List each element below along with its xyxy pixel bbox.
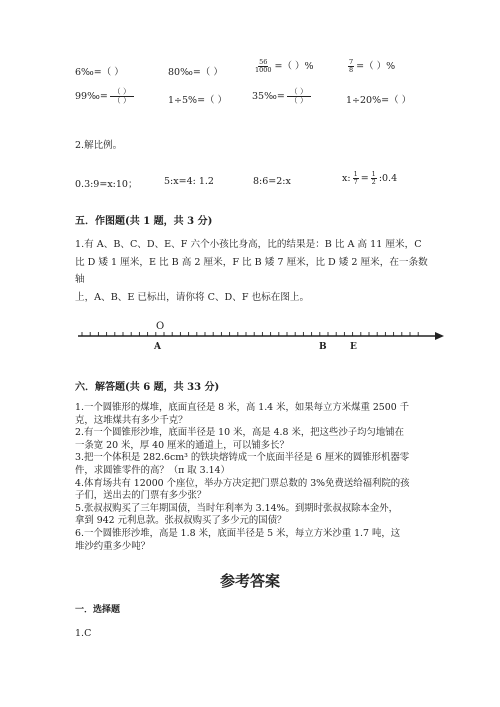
- expr-56-over-1000: $\frac{56}{1000}$ =（ ）%: [255, 58, 314, 74]
- fraction-blank: $\frac{( )}{( )}$: [110, 88, 134, 105]
- proportion-1: 0.3:9=x:10；: [75, 179, 138, 190]
- problem-4: 4.体育场共有 12000 个座位，举办方决定把门票总数的 3%免费送给福利院的孩 子们，送出去的门票有多少张？: [75, 477, 410, 502]
- expr-35-permille: 35‰= $\frac{( )}{( )}$: [252, 88, 313, 105]
- expr-99-permille: 99‰= $\frac{( )}{( )}$: [75, 88, 136, 105]
- section-heading-solve: 六．解答题(共 6 题，共 33 分): [75, 382, 220, 393]
- problem-5: 5.张叔叔购买了三年期国债，当时年利率为 3.14%。到期时张叔叔除本金外， 拿到 942 元利息款。张叔叔购买了多少元的国债？: [75, 502, 398, 527]
- section-label-proportion: 2.解比例。: [75, 140, 123, 151]
- expr-7-over-8: $\frac{7}{8}$ =（ ）%: [349, 58, 396, 74]
- problem-6: 6.一个圆锥形沙堆，高是 1.8 米，底面半径是 5 米，每立方米沙重 1.7 吨，这 堆沙约重多少吨？: [75, 527, 401, 552]
- problem-2: 2.有一个圆锥形沙堆，底面半径是 10 米，高是 4.8 米，把这些沙子均匀地铺在 一条宽 20 米，厚 40 厘米的通道上，可以铺多长？: [75, 427, 404, 451]
- expr-1-div-5pct: 1÷5%=（ ）: [168, 95, 228, 106]
- arrow-right-icon: [435, 332, 444, 340]
- proportion-2: 5:x=4: 1.2: [164, 176, 214, 187]
- proportion-4: x: $\frac{1}{7}$ = $\frac{1}{2}$ :0.4: [342, 170, 398, 186]
- drawing-problem-text: 1.有 A、B、C、D、E、F 六个小孩比身高，比的结果是：B 比 A 高 11 厘米，C 比 D 矮 1 厘米，E 比 B 高 2 厘米，F 比 B 矮 7 厘米，比 D 矮 2 厘米，在一条数轴 上，A、B、E 已标出，请你将 C、D、F 也标在图上。: [75, 239, 428, 303]
- solve-problems: [75, 402, 430, 553]
- proportion-3: 8:6=2:x: [253, 176, 291, 187]
- answer-section-choice: 一．选择题: [75, 605, 121, 615]
- answer-1: 1.C: [75, 628, 92, 639]
- expr-1-div-20pct: 1÷20%=（ ）: [346, 95, 412, 106]
- fraction-blank: $\frac{( )}{( )}$: [287, 88, 311, 105]
- expr-6-permille: 6‰=（ ）: [75, 67, 124, 78]
- expr-80-permille: 80‰=（ ）: [168, 67, 223, 78]
- problem-3: 3.把一个体积是 282.6cm³ 的铁块熔铸成一个底面半径是 6 厘米的圆锥形机器零 件，求圆锥零件的高？（π 取 3.14）: [75, 452, 410, 476]
- fraction-1-2: $\frac{1}{2}$: [371, 170, 376, 186]
- answer-title: 参考答案: [219, 572, 280, 590]
- fraction-56-1000: $\frac{56}{1000}$: [255, 58, 272, 74]
- fraction-7-8: $\frac{7}{8}$: [349, 58, 354, 74]
- point-label-e: E: [350, 342, 357, 352]
- fraction-1-7: $\frac{1}{7}$: [353, 170, 358, 186]
- section-heading-drawing: 五．作图题(共 1 题，共 3 分): [75, 216, 213, 227]
- origin-label: O: [156, 321, 165, 332]
- point-label-b: B: [319, 342, 327, 352]
- number-line: [70, 316, 450, 356]
- point-label-a: A: [154, 342, 161, 352]
- problem-1: 1.一个圆锥形的煤堆，底面直径是 8 米，高 1.4 米，如果每立方米煤重 2500 千 克，这堆煤共有多少千克？: [75, 402, 410, 426]
